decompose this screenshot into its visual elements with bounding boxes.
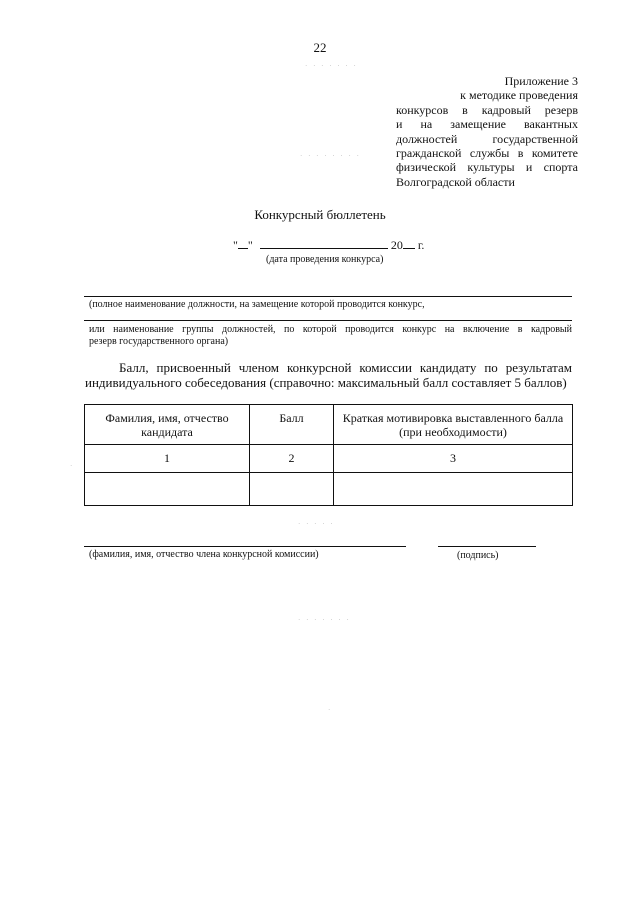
appendix-line: гражданской службы в комитете xyxy=(396,146,578,161)
appendix-line: физической культуры и спорта xyxy=(396,160,578,175)
scan-artifact: · xyxy=(328,706,333,714)
motivation-cell xyxy=(334,473,573,506)
quote-open: " xyxy=(233,238,238,252)
name-caption: (фамилия, имя, отчество члена конкурсной комиссии) xyxy=(89,549,319,560)
signature-line xyxy=(438,546,536,547)
day-blank xyxy=(238,248,248,249)
candidate-cell xyxy=(85,473,250,506)
header-score: Балл xyxy=(250,405,334,445)
score-paragraph xyxy=(85,360,572,390)
appendix-line: конкурсов в кадровый резерв xyxy=(396,102,578,117)
position-line xyxy=(84,296,572,297)
table-number-row xyxy=(85,445,573,473)
month-blank xyxy=(260,248,388,249)
paragraph-line: индивидуального собеседования (справочно: максимальный балл составляет 5 баллов) xyxy=(85,375,567,390)
quote-close: " xyxy=(247,238,253,252)
signature-caption: (подпись) xyxy=(457,550,499,561)
paragraph-line: Балл, присвоенный членом конкурсной комиссии кандидату по результатам xyxy=(119,360,572,375)
table-header-row xyxy=(85,405,573,445)
scan-artifact: · xyxy=(70,462,75,470)
position-line-2 xyxy=(84,320,572,321)
caption-line: или наименование группы должностей, по которой проводится конкурс на включение в кадровый xyxy=(89,324,572,335)
scan-artifact: · · · · · · · xyxy=(298,616,351,624)
header-candidate: Фамилия, имя, отчество кандидата xyxy=(85,405,250,445)
header-motivation: Краткая мотивировка выставленного балла (при необходимости) xyxy=(334,405,573,445)
date-caption: (дата проведения конкурса) xyxy=(266,254,384,265)
name-signature-line xyxy=(84,546,406,547)
appendix-line: к методике проведения xyxy=(460,88,578,103)
year-suffix: г. xyxy=(417,238,425,252)
page-number: 22 xyxy=(313,40,327,55)
position-caption-2 xyxy=(89,324,572,348)
year-blank xyxy=(403,248,415,249)
table-row xyxy=(85,473,573,506)
caption-line: резерв государственного органа) xyxy=(89,336,229,347)
appendix-line: Волгоградской области xyxy=(396,174,515,189)
appendix-line: должностей государственной xyxy=(396,131,578,146)
date-line xyxy=(233,238,424,253)
scan-artifact: · · · · · · · xyxy=(305,62,358,70)
year-prefix: 20 xyxy=(390,238,403,252)
scan-artifact: · · · · · · · · xyxy=(300,152,361,160)
column-number: 1 xyxy=(85,445,250,473)
ballot-table xyxy=(84,404,573,506)
column-number: 3 xyxy=(334,445,573,473)
appendix-line: Приложение 3 xyxy=(504,74,578,88)
position-caption: (полное наименование должности, на замещение которой проводится конкурс, xyxy=(89,299,425,310)
column-number: 2 xyxy=(250,445,334,473)
document-title: Конкурсный бюллетень xyxy=(254,207,386,222)
appendix-block xyxy=(396,74,578,189)
score-cell xyxy=(250,473,334,506)
scan-artifact: · · · · · xyxy=(298,520,335,528)
appendix-line: и на замещение вакантных xyxy=(396,117,578,132)
